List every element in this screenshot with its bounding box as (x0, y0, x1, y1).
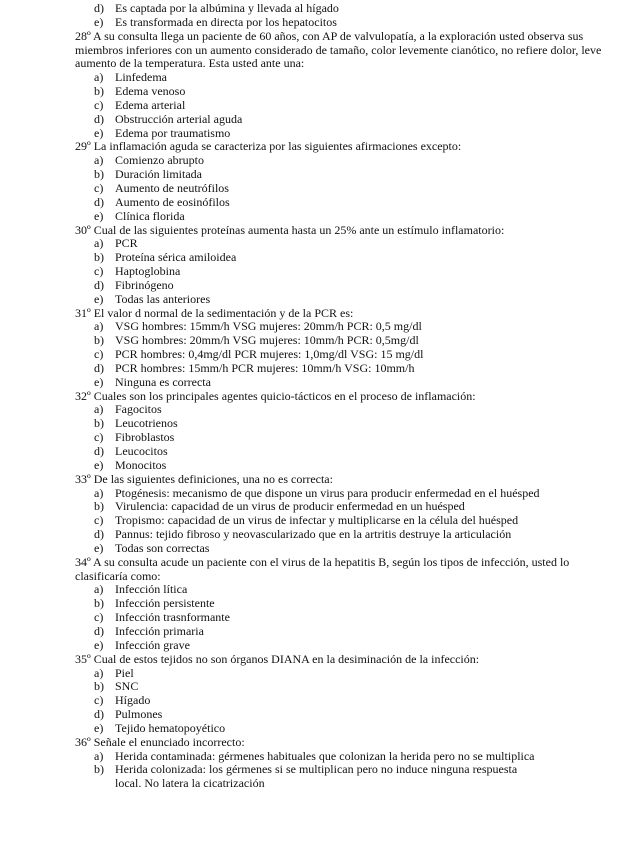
answer-option (75, 99, 615, 113)
answer-option (75, 417, 615, 431)
option-letter: c) (94, 693, 104, 708)
answer-option (75, 763, 615, 791)
option-letter: d) (94, 277, 104, 292)
option-letter: e) (94, 291, 104, 306)
question-block (75, 140, 615, 223)
answer-option (75, 667, 615, 681)
option-text: Aumento de neutrófilos (115, 180, 229, 195)
option-text: Infección persistente (115, 596, 215, 611)
option-letter: e) (94, 720, 104, 735)
answer-option (75, 403, 615, 417)
option-text: Ptogénesis: mecanismo de que dispone un virus para producir enfermedad en el huésped (115, 485, 540, 500)
answer-option (75, 611, 615, 625)
option-list (75, 487, 615, 556)
answer-option (75, 722, 615, 736)
option-letter: e) (94, 208, 104, 223)
question-continuation (75, 2, 615, 30)
answer-option (75, 251, 615, 265)
option-text: Aumento de eosinófilos (115, 194, 230, 209)
option-text: local. No latera la cicatrización (115, 776, 265, 791)
option-list (75, 237, 615, 306)
question-block (75, 653, 615, 736)
option-text: Proteína sérica amiloidea (115, 250, 237, 265)
option-letter: d) (94, 444, 104, 458)
option-text: Es captada por la albúmina y llevada al hígado (115, 1, 339, 15)
option-text: SNC (115, 679, 139, 694)
option-text: Duración limitada (115, 167, 202, 182)
option-text: VSG hombres: 15mm/h VSG mujeres: 20mm/h PCR: 0,5 mg/dl (115, 319, 422, 334)
option-text: Fibroblastos (115, 430, 175, 445)
option-text: Linfedema (115, 70, 167, 85)
question-block (75, 307, 615, 390)
question-text: 34º A su consulta acude un paciente con el virus de la hepatitis B, según los tipos de infección, usted lo clasificaría como: (75, 554, 570, 583)
answer-option (75, 362, 615, 376)
option-text: Comienzo abrupto (115, 153, 204, 168)
option-list (75, 403, 615, 472)
option-text: Fibrinógeno (115, 277, 174, 292)
answer-option (75, 583, 615, 597)
option-text: Piel (115, 665, 134, 680)
question-text: 28º A su consulta llega un paciente de 60 años, con AP de valvulopatía, a la exploración usted observa sus miembros inferiores con un aumento considerado de tamaño, color levemente cianótico, no refiere dolor, leve aumento de la temperatura. Esta usted ante una: (75, 28, 602, 71)
answer-option (75, 487, 615, 501)
question-text: 30º Cual de las siguientes proteínas aumenta hasta un 25% ante un estímulo inflamatorio: (75, 222, 505, 237)
option-letter: a) (94, 748, 104, 763)
option-text: Leucotrienos (115, 416, 178, 431)
option-letter: a) (94, 319, 104, 334)
answer-option (75, 708, 615, 722)
option-text: PCR (115, 236, 138, 251)
question-text: 33º De las siguientes definiciones, una no es correcta: (75, 471, 333, 486)
answer-option (75, 154, 615, 168)
option-letter: a) (94, 236, 104, 251)
answer-option (75, 168, 615, 182)
option-letter: d) (94, 707, 104, 722)
option-text: Edema arterial (115, 97, 186, 112)
option-list (75, 320, 615, 389)
option-text: Infección primaria (115, 623, 204, 638)
option-text: Pulmones (115, 707, 163, 722)
option-list (75, 583, 615, 652)
answer-option (75, 237, 615, 251)
option-text: Infección trasnformante (115, 610, 230, 625)
option-letter: b) (94, 333, 104, 348)
option-text: Es transformada en directa por los hepatocitos (115, 14, 337, 29)
answer-option (75, 459, 615, 473)
option-letter: b) (94, 596, 104, 611)
question-block (75, 473, 615, 556)
answer-option (75, 16, 615, 30)
option-letter: b) (94, 84, 104, 99)
option-text: Monocitos (115, 457, 167, 472)
question-block (75, 736, 615, 791)
answer-option (75, 210, 615, 224)
question-block (75, 30, 615, 141)
option-letter: b) (94, 499, 104, 514)
option-letter: a) (94, 485, 104, 500)
answer-option (75, 2, 615, 16)
answer-option (75, 348, 615, 362)
option-text: Haptoglobina (115, 264, 181, 279)
answer-option (75, 334, 615, 348)
option-letter: a) (94, 153, 104, 168)
answer-option (75, 279, 615, 293)
answer-option (75, 293, 615, 307)
option-text: Todas son correctas (115, 540, 210, 555)
option-letter: c) (94, 430, 104, 445)
option-letter: d) (94, 527, 104, 542)
answer-option (75, 196, 615, 210)
option-letter: b) (94, 762, 104, 777)
option-text: Tejido hematopoyético (115, 720, 226, 735)
answer-option (75, 542, 615, 556)
option-text: Herida colonizada: los gérmenes si se multiplican pero no induce ninguna respuesta (115, 762, 518, 777)
question-text: 31º El valor d normal de la sedimentación y de la PCR es: (75, 305, 354, 320)
answer-option (75, 376, 615, 390)
question-text: 32º Cuales son los principales agentes quicio-tácticos en el proceso de inflamación: (75, 388, 476, 403)
option-text: Edema por traumatismo (115, 125, 231, 140)
option-letter: a) (94, 582, 104, 597)
option-letter: c) (94, 513, 104, 528)
answer-option (75, 528, 615, 542)
option-text: Fagocitos (115, 402, 162, 417)
answer-option (75, 750, 615, 764)
option-text: Hígado (115, 693, 151, 708)
answer-option (75, 127, 615, 141)
option-list (75, 71, 615, 140)
question-block (75, 224, 615, 307)
option-list (75, 2, 615, 30)
option-letter: a) (94, 70, 104, 85)
option-text: Obstrucción arterial aguda (115, 111, 243, 126)
option-text: PCR hombres: 15mm/h PCR mujeres: 10mm/h VSG: 10mm/h (115, 360, 415, 375)
option-list (75, 667, 615, 736)
option-letter: c) (94, 264, 104, 279)
option-list (75, 154, 615, 223)
document-page (75, 2, 615, 791)
answer-option (75, 694, 615, 708)
option-letter: e) (94, 374, 104, 389)
question-text: 36º Señale el enunciado incorrecto: (75, 734, 245, 749)
option-letter: c) (94, 180, 104, 195)
option-letter: e) (94, 14, 104, 29)
option-letter: e) (94, 540, 104, 555)
answer-option (75, 113, 615, 127)
option-text: Infección lítica (115, 582, 188, 597)
option-letter: c) (94, 347, 104, 362)
answer-option (75, 500, 615, 514)
question-text: 35º Cual de estos tejidos no son órganos DIANA en la desiminación de la infección: (75, 651, 480, 666)
answer-option (75, 597, 615, 611)
answer-option (75, 625, 615, 639)
option-letter: d) (94, 623, 104, 638)
option-letter: e) (94, 125, 104, 140)
answer-option (75, 71, 615, 85)
option-letter: e) (94, 637, 104, 652)
option-text: Infección grave (115, 637, 190, 652)
answer-option (75, 514, 615, 528)
option-letter: b) (94, 167, 104, 182)
option-text: Tropismo: capacidad de un virus de infectar y multiplicarse en la célula del huésped (115, 513, 519, 528)
option-text: Ninguna es correcta (115, 374, 211, 389)
question-block (75, 390, 615, 473)
option-letter: d) (94, 111, 104, 126)
option-letter: d) (94, 1, 104, 15)
option-text: Herida contaminada: gérmenes habituales que colonizan la herida pero no se multiplica (115, 748, 535, 763)
option-text: Leucocitos (115, 444, 168, 458)
option-text: Edema venoso (115, 84, 186, 99)
option-letter: c) (94, 610, 104, 625)
answer-option (75, 265, 615, 279)
option-letter: b) (94, 416, 104, 431)
option-letter: a) (94, 402, 104, 417)
option-letter: c) (94, 97, 104, 112)
option-letter: a) (94, 665, 104, 680)
answer-option (75, 639, 615, 653)
question-text: 29º La inflamación aguda se caracteriza por las siguientes afirmaciones excepto: (75, 139, 462, 154)
option-text: PCR hombres: 0,4mg/dl PCR mujeres: 1,0mg/dl VSG: 15 mg/dl (115, 347, 424, 362)
question-block (75, 556, 615, 653)
answer-option (75, 85, 615, 99)
answer-option (75, 445, 615, 459)
answer-option (75, 182, 615, 196)
option-letter: d) (94, 360, 104, 375)
option-text: Virulencia: capacidad de un virus de producir enfermedad en un huésped (115, 499, 465, 514)
answer-option (75, 320, 615, 334)
option-text: VSG hombres: 20mm/h VSG mujeres: 10mm/h PCR: 0,5mg/dl (115, 333, 419, 348)
option-letter: d) (94, 194, 104, 209)
option-text: Todas las anteriores (115, 291, 211, 306)
answer-option (75, 680, 615, 694)
option-letter: b) (94, 250, 104, 265)
option-letter: e) (94, 457, 104, 472)
answer-option (75, 431, 615, 445)
option-letter: b) (94, 679, 104, 694)
option-text: Clínica florida (115, 208, 185, 223)
option-list (75, 750, 615, 792)
option-text: Pannus: tejido fibroso y neovascularizado que en la artritis destruye la articulación (115, 527, 512, 542)
